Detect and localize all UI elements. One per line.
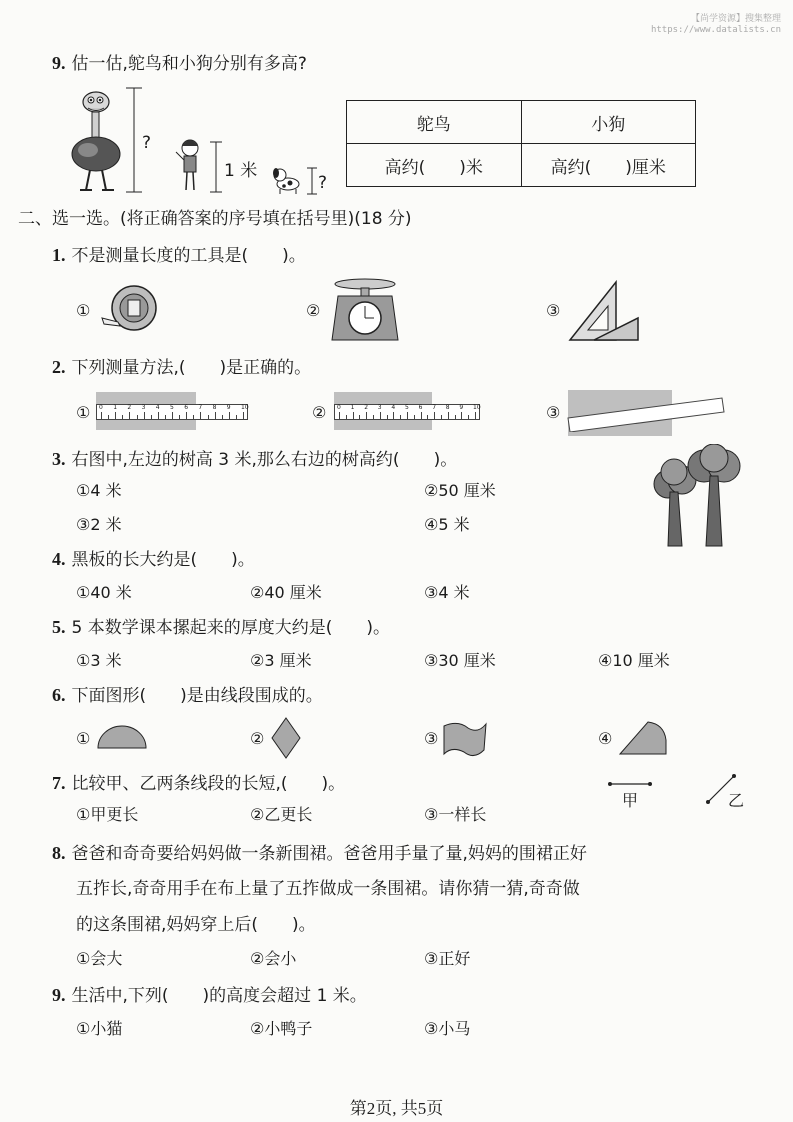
ruler-tick	[215, 412, 216, 419]
ruler-label: 3	[377, 404, 382, 411]
ruler-tick	[137, 415, 138, 419]
ruler-label: 8	[445, 404, 450, 411]
ruler-tick	[393, 412, 394, 419]
ostrich-icon	[72, 92, 120, 190]
ruler-tick	[434, 412, 435, 419]
question-text-line3: 的这条围裙,妈妈穿上后( )。	[76, 915, 316, 935]
girl-icon	[176, 140, 198, 190]
ostrich-height-question: ?	[142, 133, 152, 153]
question-text: 黑板的长大约是( )。	[71, 550, 255, 570]
ruler-label: 10	[473, 404, 481, 411]
question-text: 下面图形( )是由线段围成的。	[71, 686, 323, 706]
option-4-2[interactable]: ②40 厘米	[250, 583, 322, 602]
option-7-2[interactable]: ②乙更长	[250, 805, 313, 824]
ruler-label: 0	[337, 404, 341, 411]
ruler-label: 3	[141, 404, 146, 411]
option-3-2[interactable]: ②50 厘米	[424, 481, 496, 500]
option-4-1[interactable]: ①40 米	[76, 583, 132, 602]
option-8-2[interactable]: ②会小	[250, 949, 297, 968]
option-2-3[interactable]: ③	[546, 403, 561, 422]
ruler-tick	[359, 415, 360, 419]
option-6-2[interactable]: ②	[250, 729, 265, 748]
ruler-tick	[129, 412, 130, 419]
ruler-tick	[186, 412, 187, 419]
semicircle-shape	[96, 722, 150, 752]
question-7	[52, 772, 345, 795]
ruler-tick	[151, 415, 152, 419]
question-number: 6.	[52, 685, 66, 705]
option-3-3[interactable]: ③2 米	[76, 515, 122, 534]
watermark-line1: 【尚学资源】搜集整理	[690, 14, 781, 24]
ruler-tick	[427, 415, 428, 419]
question-text: 比较甲、乙两条线段的长短,( )。	[71, 774, 346, 794]
question-text: 不是测量长度的工具是( )。	[71, 246, 306, 266]
ruler-label: 4	[391, 404, 396, 411]
ruler-tick	[441, 415, 442, 419]
option-9-2[interactable]: ②小鸭子	[250, 1019, 313, 1038]
ruler-label: 9	[459, 404, 464, 411]
ruler-tick	[158, 412, 159, 419]
question-9	[52, 984, 367, 1007]
ruler-tick	[407, 412, 408, 419]
question-text-line1: 爸爸和奇奇要给妈妈做一条新围裙。爸爸用手量了量,妈妈的围裙正好	[71, 844, 587, 864]
question-1	[52, 244, 306, 267]
measure-method-2	[334, 392, 480, 430]
ruler-tick	[200, 412, 201, 419]
ruler-tick	[421, 412, 422, 419]
question-text: 5 本数学课本摞起来的厚度大约是( )。	[71, 618, 390, 638]
table-header-ostrich: 鸵鸟	[347, 101, 522, 144]
ruler	[334, 404, 480, 420]
ruler-label: 7	[198, 404, 203, 411]
ruler-tick	[353, 412, 354, 419]
ruler-tick	[461, 412, 462, 419]
quarter-shape	[618, 718, 670, 758]
measure-method-1	[96, 392, 248, 430]
tilted-ruler	[566, 392, 726, 432]
question-text: 下列测量方法,( )是正确的。	[71, 358, 312, 378]
ruler-tick	[243, 412, 244, 419]
ruler-tick	[475, 412, 476, 419]
dog-answer-cell[interactable]: 高约( )厘米	[521, 144, 696, 187]
height-answer-table	[346, 100, 696, 187]
segment-jia	[608, 782, 652, 786]
ruler-label: 2	[364, 404, 369, 411]
ruler-tick	[366, 412, 367, 419]
ruler-tick	[468, 415, 469, 419]
option-9-1[interactable]: ①小猫	[76, 1019, 123, 1038]
ruler-tick	[115, 412, 116, 419]
ruler-label: 4	[155, 404, 160, 411]
page-footer: 第2页, 共5页	[349, 1099, 444, 1118]
ruler-label: 2	[127, 404, 132, 411]
ostrich-answer-cell[interactable]: 高约( )米	[347, 144, 522, 187]
ruler-tick	[165, 415, 166, 419]
option-1-3[interactable]: ③	[546, 301, 561, 320]
dog-icon	[273, 168, 299, 194]
option-6-3[interactable]: ③	[424, 729, 439, 748]
ruler-label: 6	[184, 404, 189, 411]
question-text: 生活中,下列( )的高度会超过 1 米。	[71, 986, 367, 1006]
ruler-tick	[101, 412, 102, 419]
segment-label-yi: 乙	[728, 791, 745, 810]
ruler-label: 0	[99, 404, 103, 411]
ruler-tick	[373, 415, 374, 419]
ruler-tick	[193, 415, 194, 419]
ostrich-dog-illustration	[66, 86, 336, 198]
ruler-label: 6	[418, 404, 423, 411]
scale-icon	[328, 276, 402, 344]
question-number: 7.	[52, 773, 66, 793]
question-text: 估一估,鸵鸟和小狗分别有多高?	[71, 54, 307, 74]
question-number: 3.	[52, 449, 66, 469]
question-2	[52, 356, 311, 379]
diamond-shape	[270, 716, 302, 760]
ruler-label: 1	[350, 404, 355, 411]
ruler-label: 5	[170, 404, 174, 411]
question-number: 8.	[52, 843, 66, 863]
question-number: 9.	[52, 985, 66, 1005]
option-5-1[interactable]: ①3 米	[76, 651, 122, 670]
ruler-tick	[144, 412, 145, 419]
question-5	[52, 616, 390, 639]
ruler-label: 8	[212, 404, 217, 411]
ruler-tick	[179, 415, 180, 419]
option-3-4[interactable]: ④5 米	[424, 515, 470, 534]
two-trees-icon	[646, 444, 746, 548]
question-8	[52, 842, 587, 865]
option-2-1[interactable]: ①	[76, 403, 91, 422]
ruler-tick	[229, 412, 230, 419]
tape-measure-icon	[98, 282, 162, 332]
table-header-dog: 小狗	[521, 101, 696, 144]
girl-height-label: 1 米	[224, 161, 258, 181]
ruler-tick	[122, 415, 123, 419]
question-4	[52, 548, 255, 571]
ruler-label: 5	[405, 404, 409, 411]
ruler-tick	[346, 415, 347, 419]
ruler-tick	[400, 415, 401, 419]
question-number: 1.	[52, 245, 66, 265]
watermark-line2: https://www.datalists.cn	[650, 25, 781, 35]
option-1-1[interactable]: ①	[76, 301, 91, 320]
question-6	[52, 684, 323, 707]
wavy-shape	[440, 720, 490, 760]
option-9-3[interactable]: ③小马	[424, 1019, 471, 1038]
dog-height-bracket	[307, 168, 317, 194]
ruler-tick	[208, 415, 209, 419]
question-text-line2: 五拃长,奇奇用手在布上量了五拃做成一条围裙。请你猜一猜,奇奇做	[76, 879, 580, 899]
ruler-label: 1	[113, 404, 118, 411]
ruler-tick	[236, 415, 237, 419]
ruler-tick	[339, 412, 340, 419]
question-9a	[52, 52, 307, 75]
option-1-2[interactable]: ②	[306, 301, 321, 320]
ruler-tick	[172, 412, 173, 419]
ruler-tick	[222, 415, 223, 419]
question-number: 2.	[52, 357, 66, 377]
option-3-1[interactable]: ①4 米	[76, 481, 122, 500]
girl-height-bracket	[210, 142, 222, 192]
option-5-2[interactable]: ②3 厘米	[250, 651, 312, 670]
ruler-label: 9	[226, 404, 231, 411]
ruler-tick	[387, 415, 388, 419]
ruler-tick	[448, 412, 449, 419]
ruler	[96, 404, 248, 420]
option-6-4[interactable]: ④	[598, 729, 613, 748]
option-8-3[interactable]: ③正好	[424, 949, 471, 968]
ruler-tick	[380, 412, 381, 419]
option-2-2[interactable]: ②	[312, 403, 327, 422]
ruler-tick	[108, 415, 109, 419]
dog-height-question: ?	[318, 173, 328, 193]
question-3	[52, 448, 457, 471]
question-text: 右图中,左边的树高 3 米,那么右边的树高约( )。	[71, 450, 458, 470]
option-5-4[interactable]: ④10 厘米	[598, 651, 670, 670]
ruler-tick	[455, 415, 456, 419]
option-5-3[interactable]: ③30 厘米	[424, 651, 496, 670]
question-number: 4.	[52, 549, 66, 569]
ruler-tick	[414, 415, 415, 419]
set-square-icon	[566, 278, 642, 344]
question-number: 9.	[52, 53, 66, 73]
ostrich-height-bracket	[126, 88, 142, 192]
watermark	[651, 14, 781, 36]
section-title: 二、选一选。(将正确答案的序号填在括号里)(18 分)	[18, 209, 412, 229]
ruler-label: 7	[432, 404, 437, 411]
question-number: 5.	[52, 617, 66, 637]
option-8-1[interactable]: ①会大	[76, 949, 123, 968]
option-7-3[interactable]: ③一样长	[424, 805, 487, 824]
ruler-label: 10	[241, 404, 249, 411]
option-6-1[interactable]: ①	[76, 729, 91, 748]
option-4-3[interactable]: ③4 米	[424, 583, 470, 602]
segment-label-jia: 甲	[622, 791, 639, 810]
option-7-1[interactable]: ①甲更长	[76, 805, 139, 824]
